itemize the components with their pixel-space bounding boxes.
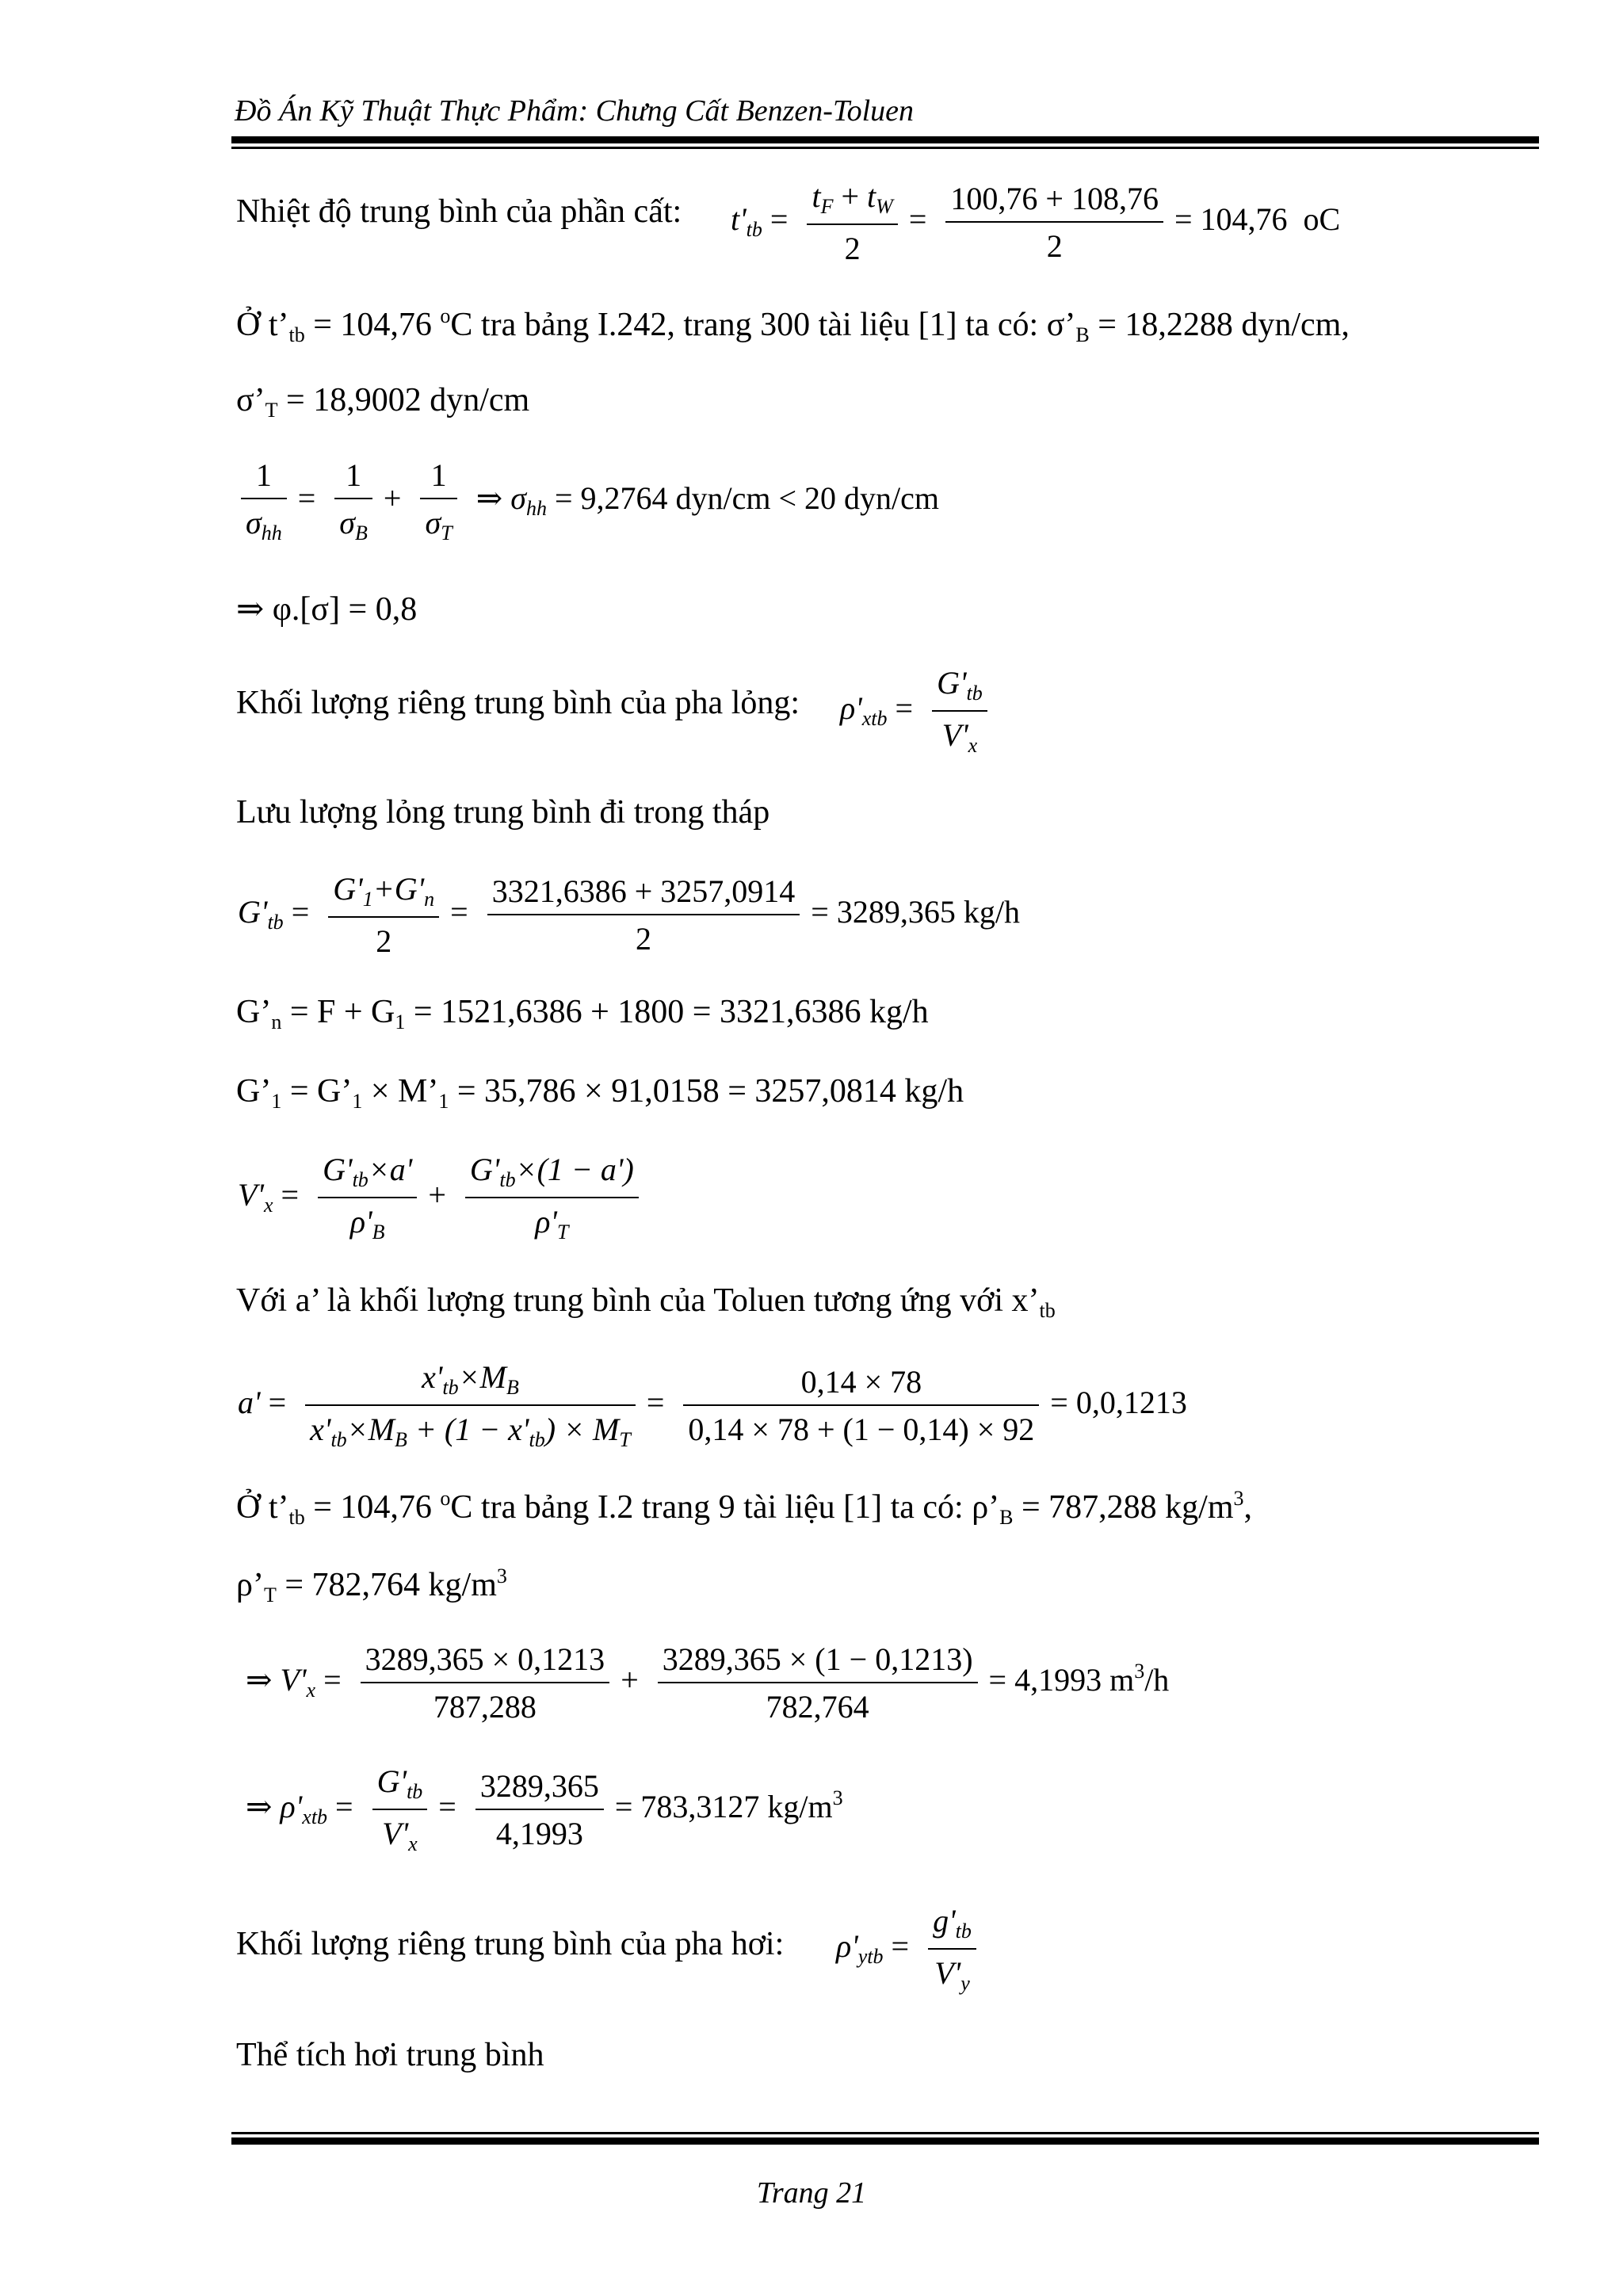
footer-rule-thick (231, 2137, 1539, 2145)
page-number: Trang 21 (756, 2176, 867, 2210)
footer-rule-thin (231, 2132, 1539, 2134)
formula-a-prime: a' = $\frac{x'_{tb}\times M_B}{x'_{tb}\times M_B + (1 - x'_{tb}) \times M_T}$ = $\frac{0,14 \times 78}{0,14 \times 78 + (1 - 0,14) \times 92}$ = 0,0,1213 (238, 1359, 1187, 1451)
phi-sigma-value: ⇒ φ.[σ] = 0,8 (236, 591, 418, 628)
surface-tension-toluene: $\sigma’_T = 18,9002$ dyn/cm (236, 382, 530, 422)
formula-t-tb: $t'_{tb}$ = $\frac{t_F + t_W}{2}$ = $\frac{100,76 + 108,76}{2}$ = 104,76 oC (731, 178, 1341, 266)
g-1-calculation: $G’_1$ = $G’_1$ × $M’_1 = 35,786 \times 91,0158 = 3257,0814$ kg/h (236, 1073, 964, 1113)
formula-v-x-result: ⇒ $V'_x$ = $\frac{3289,365 \times 0,1213}{787,288}$ + $\frac{3289,365 \times (1 - 0,1213)}{782,764}$ = 4,1993 $m^3/h$ (246, 1641, 1170, 1725)
formula-v-x: $V'_x$ = $\frac{G'_{tb}\times a'}{\rho'_B}$ + $\frac{G'_{tb}\times(1 - a')}{\rho'_T}$ (238, 1154, 642, 1243)
avg-vapor-volume-heading: Thể tích hơi trung bình (236, 2037, 544, 2073)
a-prime-definition: Với a’ là khối lượng trung bình của Toluen tương ứng với $x’_{tb}$ (236, 1282, 1056, 1322)
formula-g-tb: $G'_{tb}$ = $\frac{G'_1+G'_n}{2}$ = $\frac{3321,6386 + 3257,0914}{2}$ = 3289,365 kg/h (238, 871, 1020, 959)
g-n-calculation: $G’_n = F + G_1 = 1521,6386 + 1800 = 3321,6386$ kg/h (236, 994, 929, 1033)
formula-sigma-mixture: $\frac{1}{\sigma_{hh}}$ = $\frac{1}{\sigma_B}$ + $\frac{1}{\sigma_T}$ ⇒ $\sigma_{hh} = 9,2764$ dyn/cm < 20 dyn/cm (238, 460, 939, 544)
equation-distillate-temperature (236, 195, 682, 228)
fraction-tf-tw: $\frac{t_F + t_W}{2}$ (807, 181, 897, 265)
formula-rho-ytb: $\rho'_{ytb}$ = $\frac{g'_{tb}}{V'_y}$ (836, 1905, 980, 1994)
liquid-density-definition: Khối lượng riêng trung bình của pha lỏng: (236, 685, 800, 721)
header-rule-thick (231, 136, 1539, 143)
density-lookup: Ở $t’_{tb} = 104,76$ $^o$C tra bảng I.2 trang 9 tài liệu [1] ta có: $\rho’_B = 787,288$ $kg/m^3$, (236, 1487, 1253, 1529)
vapor-density-definition: Khối lượng riêng trung bình của pha hơi: (236, 1926, 785, 1962)
formula-rho-xtb-result: ⇒ $\rho'_{xtb}$ = $\frac{G'_{tb}}{V'_x}$ = $\frac{3289,365}{4,1993}$ = 783,3127 $kg/m^3$ (246, 1763, 843, 1855)
header-rule-thin (231, 147, 1539, 149)
density-toluene: $\rho’_T = 782,764$ $kg/m^3$ (236, 1564, 507, 1606)
avg-liquid-flow-heading: Lưu lượng lỏng trung bình đi trong tháp (236, 794, 770, 831)
formula-rho-xtb: $\rho'_{xtb}$ = $\frac{G'_{tb}}{V'_x}$ (840, 667, 991, 756)
text-label: Nhiệt độ trung bình của phần cất: (236, 193, 682, 230)
document-header-title: Đồ Án Kỹ Thuật Thực Phẩm: Chưng Cất Benzen-Toluen (235, 94, 915, 128)
fraction-temperatures: $\frac{100,76 + 108,76}{2}$ (945, 183, 1163, 262)
surface-tension-lookup: Ở $t’_{tb} = 104,76$ $^o$C tra bảng I.242, trang 300 tài liệu [1] ta có: $\sigma’_B = 18,2288$ dyn/cm, (236, 304, 1350, 346)
